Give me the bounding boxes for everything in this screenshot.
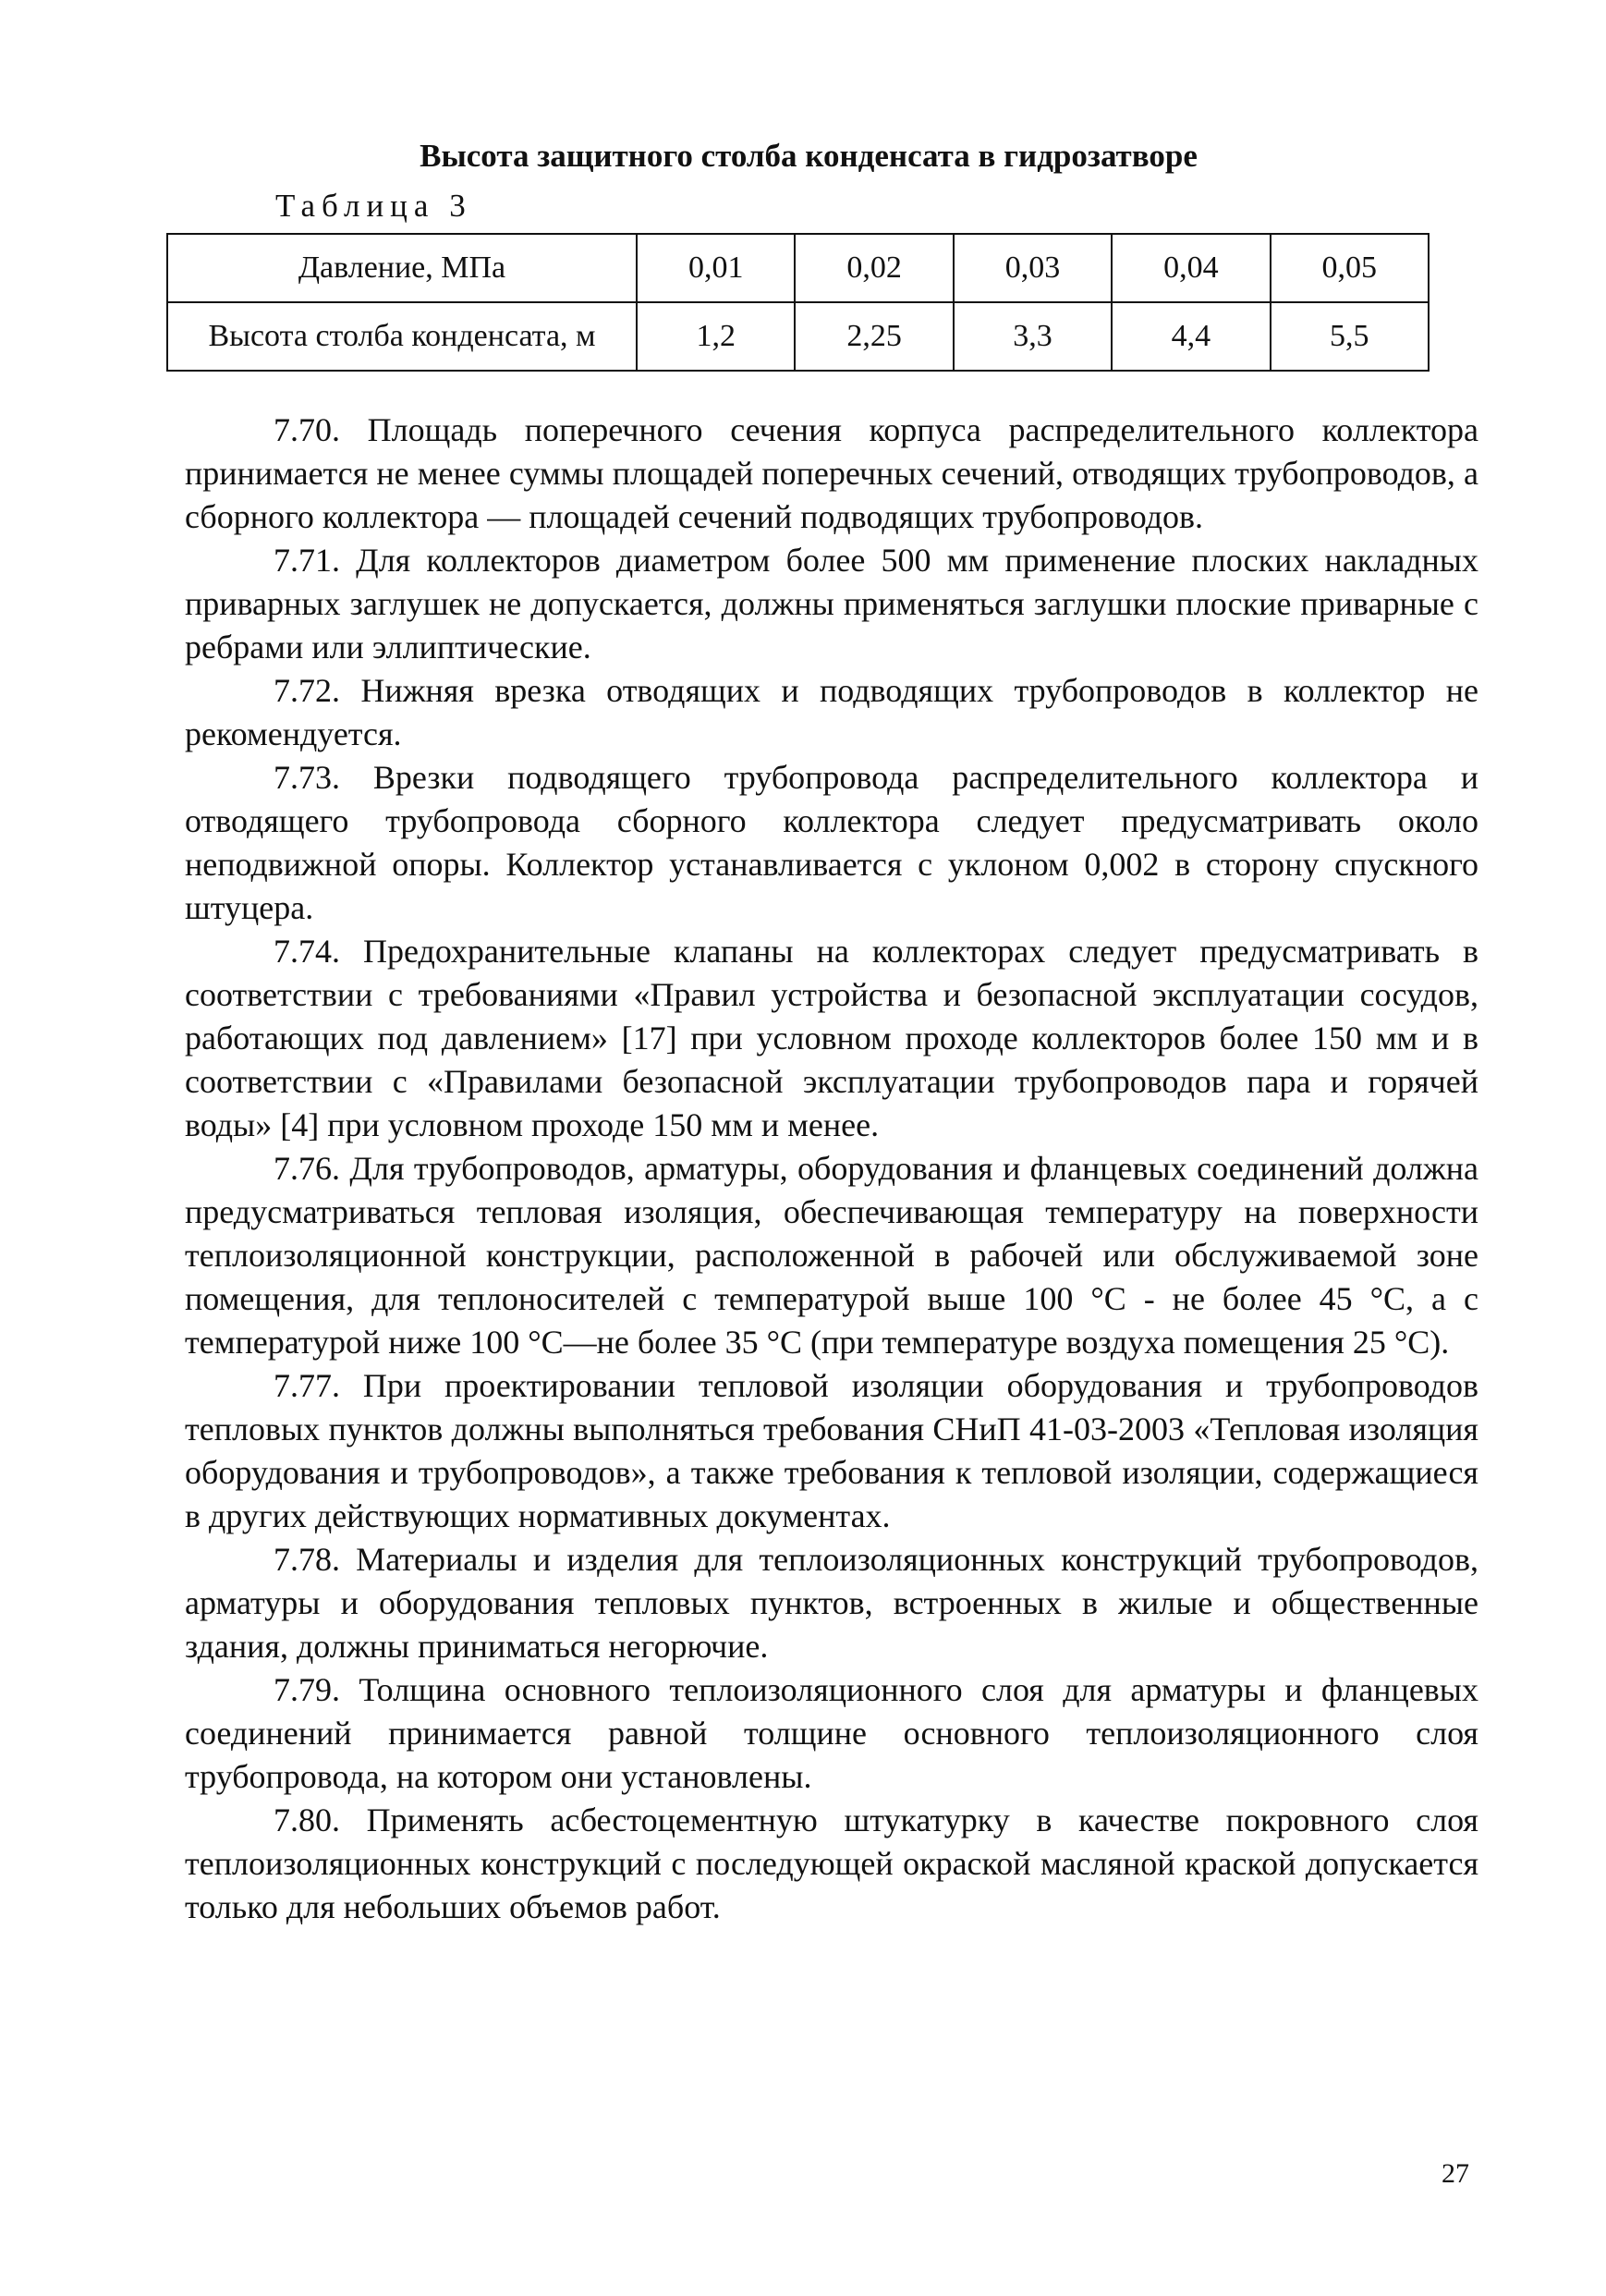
- table-cell: 0,03: [954, 234, 1112, 302]
- table-cell: 5,5: [1271, 302, 1429, 371]
- table-row-header: Давление, МПа: [167, 234, 637, 302]
- body-text: [185, 409, 1478, 1929]
- table-title: Высота защитного столба конденсата в гидрозатворе: [420, 138, 1198, 174]
- table-cell: 0,02: [795, 234, 953, 302]
- table-cell: 0,04: [1112, 234, 1270, 302]
- table-cell: 0,01: [637, 234, 795, 302]
- paragraph-7-71: 7.71. Для коллекторов диаметром более 500 мм применение плоских накладных приварных заглушек не допускается, должны применяться заглушки плоские приварные с ребрами или эллиптические.: [185, 542, 1478, 666]
- paragraph-7-74: 7.74. Предохранительные клапаны на коллекторах следует предусматривать в соответствии с требованиями «Правил устройства и безопасной эксплуатации сосудов, работающих под давлением» [17] при условном проходе коллекторов более 150 мм и в соответствии с «Правилами безопасной эксплуатации трубопроводов пара и горячей воды» [4] при условном проходе 150 мм и менее.: [185, 933, 1478, 1143]
- paragraph-7-73: 7.73. Врезки подводящего трубопровода распределительного коллектора и отводящего трубопровода сборного коллектора следует предусматривать около неподвижной опоры. Коллектор устанавливается с уклоном 0,002 в сторону спускного штуцера.: [185, 759, 1478, 926]
- paragraph-7-78: 7.78. Материалы и изделия для теплоизоляционных конструкций трубопроводов, арматуры и оборудования тепловых пунктов, встроенных в жилые и общественные здания, должны приниматься негорючие.: [185, 1541, 1478, 1665]
- paragraph-7-70: 7.70. Площадь поперечного сечения корпуса распределительного коллектора принимается не менее суммы площадей поперечных сечений, отводящих трубопроводов, а сборного коллектора — площадей сечений подводящих трубопроводов.: [185, 411, 1478, 535]
- table-label: Таблица 3: [275, 188, 472, 224]
- table-cell: 2,25: [795, 302, 953, 371]
- table-row: [167, 234, 1429, 302]
- paragraph-7-80: 7.80. Применять асбестоцементную штукатурку в качестве покровного слоя теплоизоляционных конструкций с последующей окраской масляной краской допускается только для небольших объемов работ.: [185, 1801, 1478, 1925]
- condensate-height-table: [166, 233, 1430, 372]
- table-cell: 0,05: [1271, 234, 1429, 302]
- table-row: [167, 302, 1429, 371]
- table-cell: 1,2: [637, 302, 795, 371]
- page-number: 27: [1442, 2158, 1469, 2189]
- table-cell: 3,3: [954, 302, 1112, 371]
- paragraph-7-79: 7.79. Толщина основного теплоизоляционного слоя для арматуры и фланцевых соединений принимается равной толщине основного теплоизоляционного слоя трубопровода, на котором они установлены.: [185, 1671, 1478, 1795]
- paragraph-7-76: 7.76. Для трубопроводов, арматуры, оборудования и фланцевых соединений должна предусматриваться тепловая изоляция, обеспечивающая температуру на поверхности теплоизоляционной конструкции, расположенной в рабочей или обслуживаемой зоне помещения, для теплоносителей с температурой выше 100 °С - не более 45 °С, а с температурой ниже 100 °С—не более 35 °С (при температуре воздуха помещения 25 °С).: [185, 1150, 1478, 1361]
- table-row-header: Высота столба конденсата, м: [167, 302, 637, 371]
- paragraph-7-72: 7.72. Нижняя врезка отводящих и подводящих трубопроводов в коллектор не рекомендуется.: [185, 672, 1478, 752]
- table-cell: 4,4: [1112, 302, 1270, 371]
- paragraph-7-77: 7.77. При проектировании тепловой изоляции оборудования и трубопроводов тепловых пунктов должны выполняться требования СНиП 41-03-2003 «Тепловая изоляция оборудования и трубопроводов», а также требования к тепловой изоляции, содержащиеся в других действующих нормативных документах.: [185, 1367, 1478, 1534]
